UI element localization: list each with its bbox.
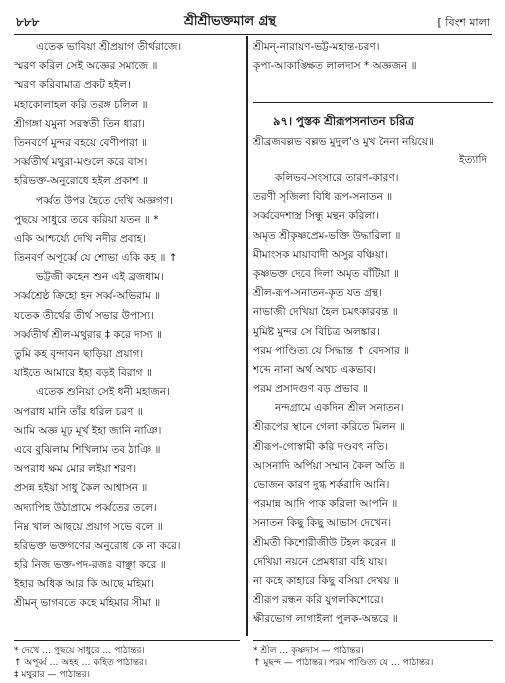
verse-line: শ্রীরূপ-গোস্বামী করি দণ্ডবৎ নতি। (253, 440, 388, 453)
verse-line: মুমিষ্ট মুন্দর সে বিচিত্র অলঙ্কার। (253, 325, 380, 338)
verse-line: মীমাংসক মায়াবাদী অসুর বঞ্চিয়া। (253, 248, 388, 261)
left-column (14, 38, 240, 614)
verse-line: এতেক শুনিয়া সেই ধনী মহাজন। (36, 386, 170, 399)
verse-line: আসনাদি অর্পিয়া সম্মান কৈল অতি ॥ (253, 459, 405, 472)
verse-line: পুছয়ে সাধুরে তবে করিয়া যতন ॥ * (14, 213, 159, 226)
verse-line: তরণী সৃজিলা বিধি রূপ-সনাতন ॥ (253, 191, 393, 204)
verse-line: কলিভব-সংসারে তারণ-কারণ। (275, 172, 399, 184)
chapter-close-block (253, 38, 493, 103)
verse-line: অপরাধ ক্ষম মোর লইয়া শরণ। (14, 463, 137, 476)
footnote: ↑ মুছন্দ — পাঠান্তর। পরম পাণ্ডিত্য যে … পাঠান্তর। (253, 658, 434, 668)
footnote: ‡ মথুরার — পাঠান্তর। (14, 670, 90, 680)
verse-line: তিনবর্ণে মুন্দর বহয়ে বেণীপারা ॥ (14, 136, 148, 149)
verse-line: সনাতন কিছু কিছু আভাস দেখেন। (253, 517, 392, 530)
right-column (253, 38, 493, 630)
verse-line: হরিভক্ত ভক্তগণের অনুরোধ কে না করে। (14, 539, 181, 552)
epigraph-line: ইত্যাদি (459, 154, 487, 166)
verse-line: শ্রীমন্ ভাগবতে কহে মহিমার সীমা ॥ (14, 597, 161, 610)
verse-line: শব্দে নানা অর্থ অথচ একভাব। (253, 363, 377, 376)
verse-line: এতেক ভাবিয়া শ্রীপ্রয়াগ তীর্থরাজে। (36, 41, 182, 53)
epigraph-line: শ্রীব্রজবল্লভ বল্লভ মুদুল'ও মুখ নৈনা নয়িয়ে॥ (253, 136, 434, 148)
verse-line: স্মরণ করিল সেই অজ্ঞের সমাজে ॥ (14, 60, 158, 73)
verse-line: হরিভক্ত-অনুরোধে হইল প্রকাশ ॥ (14, 175, 148, 188)
verse-line: তিনবর্ণ অপূর্ব্বে যে শোভা একি কহ ॥ ↑ (14, 252, 178, 265)
footnotes-left (14, 640, 240, 681)
verse-line: নিম্ন খাল আছয়ে প্রয়াগ সভে বলে ॥ (14, 520, 163, 533)
verse-line: ভট্টজী কহেন শুন এই ব্রজধাম। (36, 271, 164, 284)
verse-line: অদ্যাপিহ উঠাপ্রামে পর্ব্বতের তলে। (14, 501, 157, 514)
verse-line: একি আশ্চর্য্যে দেখি নদীর প্রবাহ। (14, 232, 146, 245)
verse-line: প্রসন্ন হইয়া সাধু কৈল আশ্বাসন ॥ (14, 482, 148, 495)
verse-line: ক্ষীরভোগ লাগাইলা পুলক-অন্তরে ॥ (253, 613, 398, 626)
page-header (14, 12, 492, 35)
verse-line: ইহার অধিক আর কি আছে মহিমা। (14, 578, 154, 591)
verse-line: পরমান্ন আদি পাক করিলা আপনি ॥ (253, 498, 398, 511)
page-number: ৮৮৮ (16, 15, 40, 29)
verse-line: আমি অজ্ঞ মূঢ় মূর্খ ইহা জানি নাঞি। (14, 424, 162, 437)
section-tag: [ বিংশ মালা (437, 16, 490, 29)
verse-line: অমৃত শ্রীকৃষ্ণপ্রেম-ভক্তি উদ্ধারিলা ॥ (253, 229, 401, 242)
verse-line: পরম প্রসাদগুণ বড় প্রভাব ॥ (253, 383, 368, 396)
footnote: * দেখে … পুছয়ে সাধুরে … পাঠান্তর। (14, 646, 145, 656)
verse-line: সর্ব্বশ্রেষ্ঠ ক্রিহো হন সর্ব্ব-অভিরাম ॥ (14, 290, 161, 303)
verse-line: মহাকোলাহল করি তরঙ্গ চলিল ॥ (14, 98, 148, 111)
verse-line: অপরাধ মানি তাঁর ধরিল চরণ ॥ (14, 405, 143, 418)
verse-line: শ্রীল-রূপ-সনাতন-কৃত যত গ্রন্থ। (253, 287, 382, 300)
footnote: * শ্রীল … কৃষ্ণদাস — পাঠান্তর। (253, 646, 364, 656)
verse-line: সর্ব্ববেদশাস্ত্র সিন্ধু মন্থন করিলা। (253, 210, 380, 223)
verse-line: নন্দগ্রামে একদিন শ্রীল সনাতন। (275, 402, 404, 415)
verse-line: নাভাজী দেখিয়া হৈল চমৎকারবন্ত ॥ (253, 306, 398, 319)
verse-line: তুমি কহ বৃন্দাবন ছাড়িয়া প্রয়াগ। (14, 348, 144, 360)
verse-line: শ্রীগঙ্গা যমুনা সরস্বতী তিন ধারা। (14, 117, 145, 130)
verse-line: ভোজন কারণ দুগ্ধ শর্করাদি আনি। (253, 479, 390, 491)
verse-line: স্মরণ করিবামাত্র প্রকট হইল। (14, 79, 131, 92)
verse-line: শ্রীরূপের স্থানে গেলা করিতে মিলন ॥ (253, 421, 405, 434)
verse-line: কৃপা-আকাঙ্ক্ষিত লালদাস * অজ্ঞজন ॥ (253, 60, 417, 72)
verse-line: সর্ব্বতীর্থ শ্রীল-মথুরার ‡ করে দাস্য ॥ (14, 328, 162, 341)
footnote: ↑ অপূর্ব্ব … অহহ … কহিত পাঠান্তর। (14, 658, 148, 668)
running-title: শ্রীশ্রীভক্তমাল গ্রন্থ (184, 14, 276, 29)
verse-line: পর্ব্বত উপর হৈতে দেখি অজ্ঞগণ। (36, 194, 173, 207)
chapter-title: ৯৭। পুস্তক শ্রীরূপসনাতন চরিত্র (273, 114, 414, 128)
verse-line: পরম পাণ্ডিত্য যে সিদ্ধান্ত ↑ বেদসার ॥ (253, 344, 410, 357)
verse-line: সর্ব্বতীর্থ মথুরা-মণ্ডলে করে বাস। (14, 156, 148, 169)
verse-line: শ্রীরূপ রন্ধন করি যুগলকিশোরে। (253, 594, 384, 607)
verse-line: দেখিয়া নয়নে প্রেমধারা বহি যায়। (253, 555, 388, 568)
verse-line: যাইতে আমারে ইহা বড়ই বিরাগ ॥ (14, 367, 152, 380)
footnotes-right (253, 640, 493, 669)
column-divider (246, 36, 248, 636)
verse-line: শ্রীমতী কিশোরীজীউ টহল করেন ॥ (253, 536, 396, 549)
verse-line: কৃষ্ণভক্ত দেবে দিলা অমৃত বাঁটিয়া ॥ (253, 267, 399, 280)
verse-line: না কহে কাহারে কিছু বসিয়া দেখয় ॥ (253, 574, 399, 587)
verse-line: শ্রীমন্-নারায়ণ-ভট্ট-মহান্ত-চরণ। (253, 41, 380, 53)
verse-line: এবে বুঝিলাম শিখিলাম তব ঠাঞি ॥ (14, 443, 161, 456)
verse-line: হরি নিজ ভক্ত-পদ-রজঃ বাঞ্ছা করে ॥ (14, 559, 166, 572)
verse-line: যতেক তীর্থের তীর্থ সভার উপাস্য। (14, 309, 154, 322)
